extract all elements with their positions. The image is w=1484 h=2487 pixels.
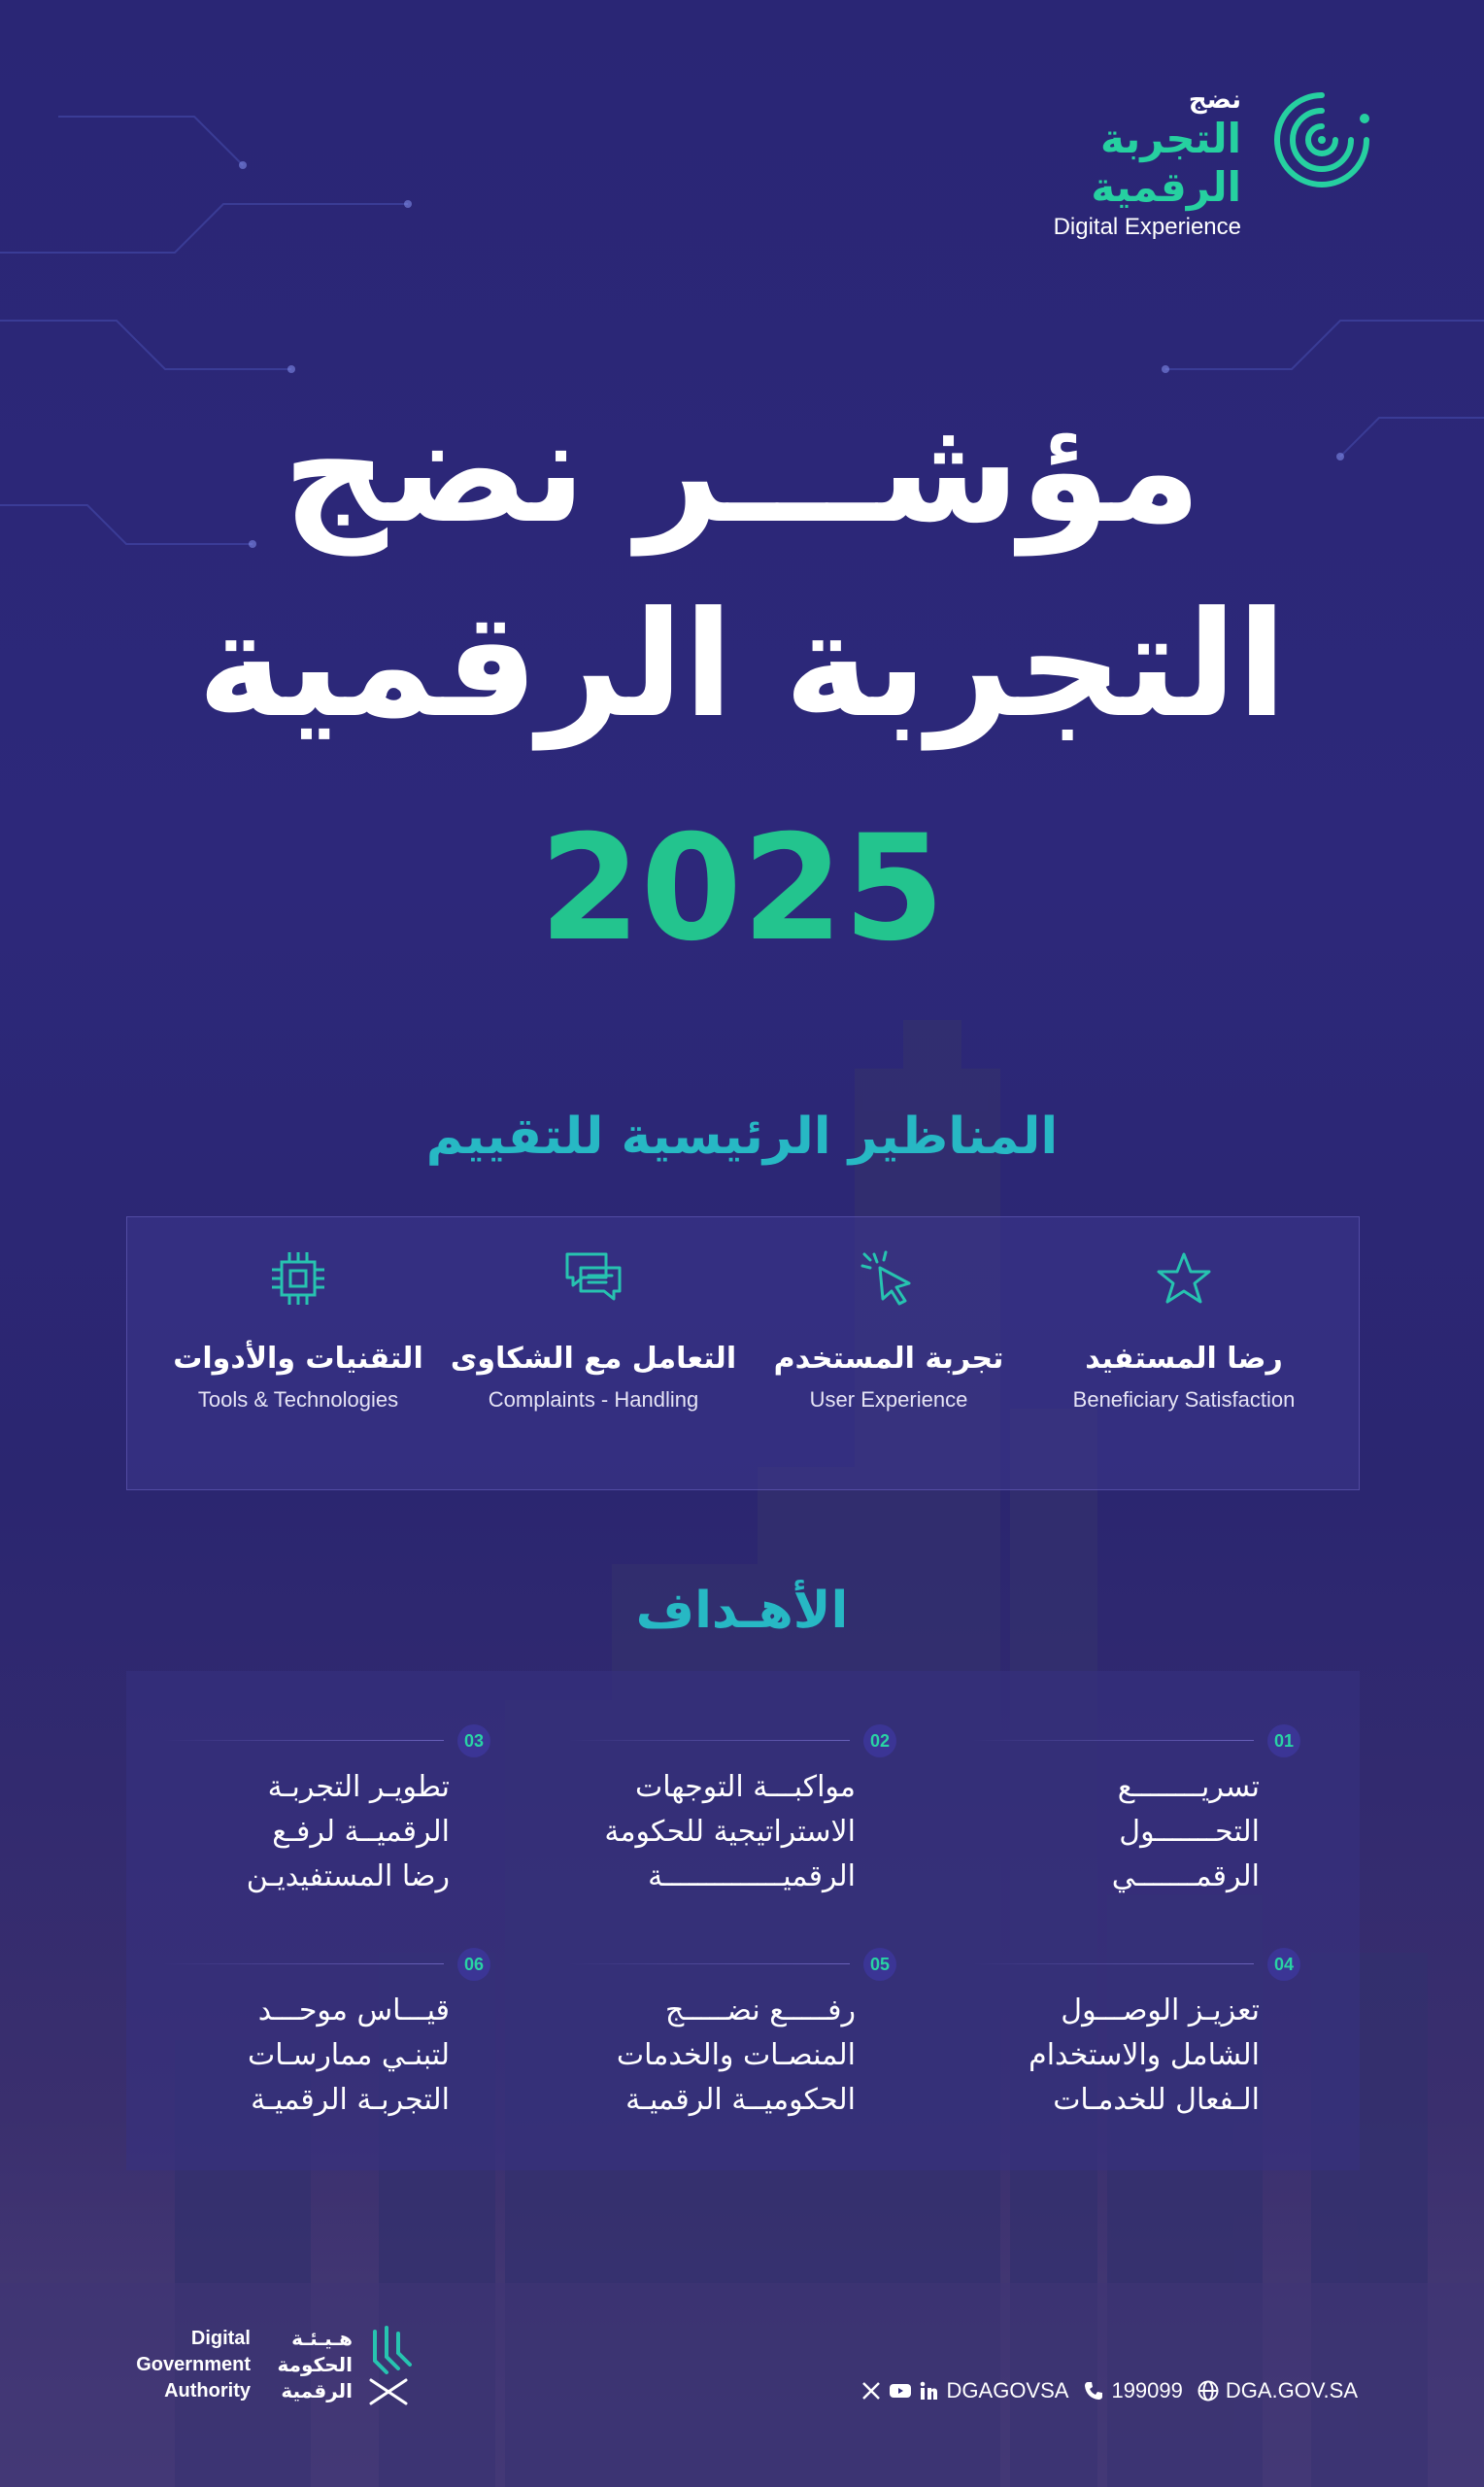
goal-number-badge: 01	[1267, 1724, 1300, 1757]
goals-panel	[126, 1671, 1360, 2170]
perspective-label-arabic: تجربة المستخدم	[773, 1342, 1004, 1376]
authority-name-english: Digital Government Authority	[136, 2328, 251, 2402]
cursor-click-icon	[855, 1244, 923, 1312]
goal-divider	[568, 1963, 850, 1964]
title-year: 2025	[539, 804, 945, 973]
goal-text: رفـــــع نضـــــج المنصـات والخدمات الحكوميــة الرقميـة	[616, 1993, 856, 2117]
goal-text: تسريــــــــع التحـــــــول الرقمـــــــي	[1111, 1770, 1260, 1893]
brand-name-english: Digital Experience	[1053, 214, 1241, 240]
main-title-line-2: التجربة الرقمية	[197, 581, 1287, 750]
brand-name-arabic: التجربة الرقمية	[1091, 115, 1241, 211]
goal-divider	[162, 1963, 444, 1964]
brand-text	[964, 85, 1241, 243]
contact-bar	[860, 2374, 1358, 2407]
goals-heading: الأهـداف	[635, 1582, 849, 1640]
goal-number-badge: 02	[863, 1724, 896, 1757]
authority-name-arabic: هـيـئـة الحكومة الرقمية	[277, 2327, 353, 2402]
perspective-label-english: Complaints - Handling	[488, 1387, 699, 1412]
linkedin-icon[interactable]	[918, 2379, 941, 2402]
perspective-label-arabic: التعامل مع الشكاوى	[450, 1342, 737, 1376]
social-group	[860, 2378, 1069, 2403]
perspective-label-arabic: التقنيات والأدوات	[173, 1342, 423, 1376]
perspectives-heading: المناظير الرئيسية للتقييم	[425, 1107, 1059, 1166]
brand-logo	[964, 85, 1372, 240]
perspectives-panel	[126, 1216, 1360, 1490]
goal-divider	[972, 1963, 1254, 1964]
perspective-item	[743, 1244, 1034, 1414]
social-handle[interactable]: DGAGOVSA	[946, 2378, 1069, 2402]
main-title-line-1: مؤشـــر نضج	[283, 387, 1201, 556]
perspective-label-english: User Experience	[809, 1387, 968, 1412]
goal-text: تطويـر التجربـة الرقميــة لرفـع رضا المستفيديـن	[246, 1770, 450, 1893]
star-icon	[1150, 1244, 1218, 1312]
goal-text: قيـــاس موحـــد لتبنـي ممارسـات التجربـة الرقميـة	[248, 1993, 450, 2117]
goal-number-badge: 04	[1267, 1948, 1300, 1981]
perspective-label-arabic: رضا المستفيد	[1085, 1342, 1283, 1376]
phone-group	[1082, 2378, 1182, 2403]
x-icon[interactable]	[860, 2379, 883, 2402]
phone-icon	[1082, 2379, 1105, 2402]
perspective-item	[1038, 1244, 1330, 1414]
goal-text: مواكبـــة التوجهات الاستراتيجية للحكومة الرقميــــــــــــــة	[604, 1770, 856, 1893]
goal-divider	[162, 1740, 444, 1741]
goal-number-badge: 05	[863, 1948, 896, 1981]
circular-signal-logo-icon	[1271, 89, 1372, 190]
perspective-label-english: Tools & Technologies	[197, 1387, 399, 1412]
youtube-icon[interactable]	[889, 2379, 912, 2402]
chip-icon	[264, 1244, 332, 1312]
authority-emblem-icon	[357, 2322, 425, 2409]
perspective-item	[152, 1244, 444, 1414]
goal-text: تعزيـز الوصـــول الشامل والاستخدام الـفعال للخدمـات	[1029, 1993, 1260, 2117]
phone-number[interactable]: 199099	[1111, 2378, 1183, 2402]
authority-logo	[124, 2322, 435, 2419]
globe-icon	[1197, 2379, 1220, 2402]
perspective-item	[448, 1244, 739, 1414]
chat-bubbles-icon	[559, 1244, 627, 1312]
brand-small-label: نضج	[1188, 85, 1241, 115]
goal-divider	[972, 1740, 1254, 1741]
website-group	[1197, 2378, 1358, 2403]
goal-divider	[568, 1740, 850, 1741]
goal-number-badge: 06	[457, 1948, 490, 1981]
website-link[interactable]: DGA.GOV.SA	[1225, 2378, 1358, 2402]
goal-number-badge: 03	[457, 1724, 490, 1757]
perspective-label-english: Beneficiary Satisfaction	[1072, 1387, 1296, 1412]
